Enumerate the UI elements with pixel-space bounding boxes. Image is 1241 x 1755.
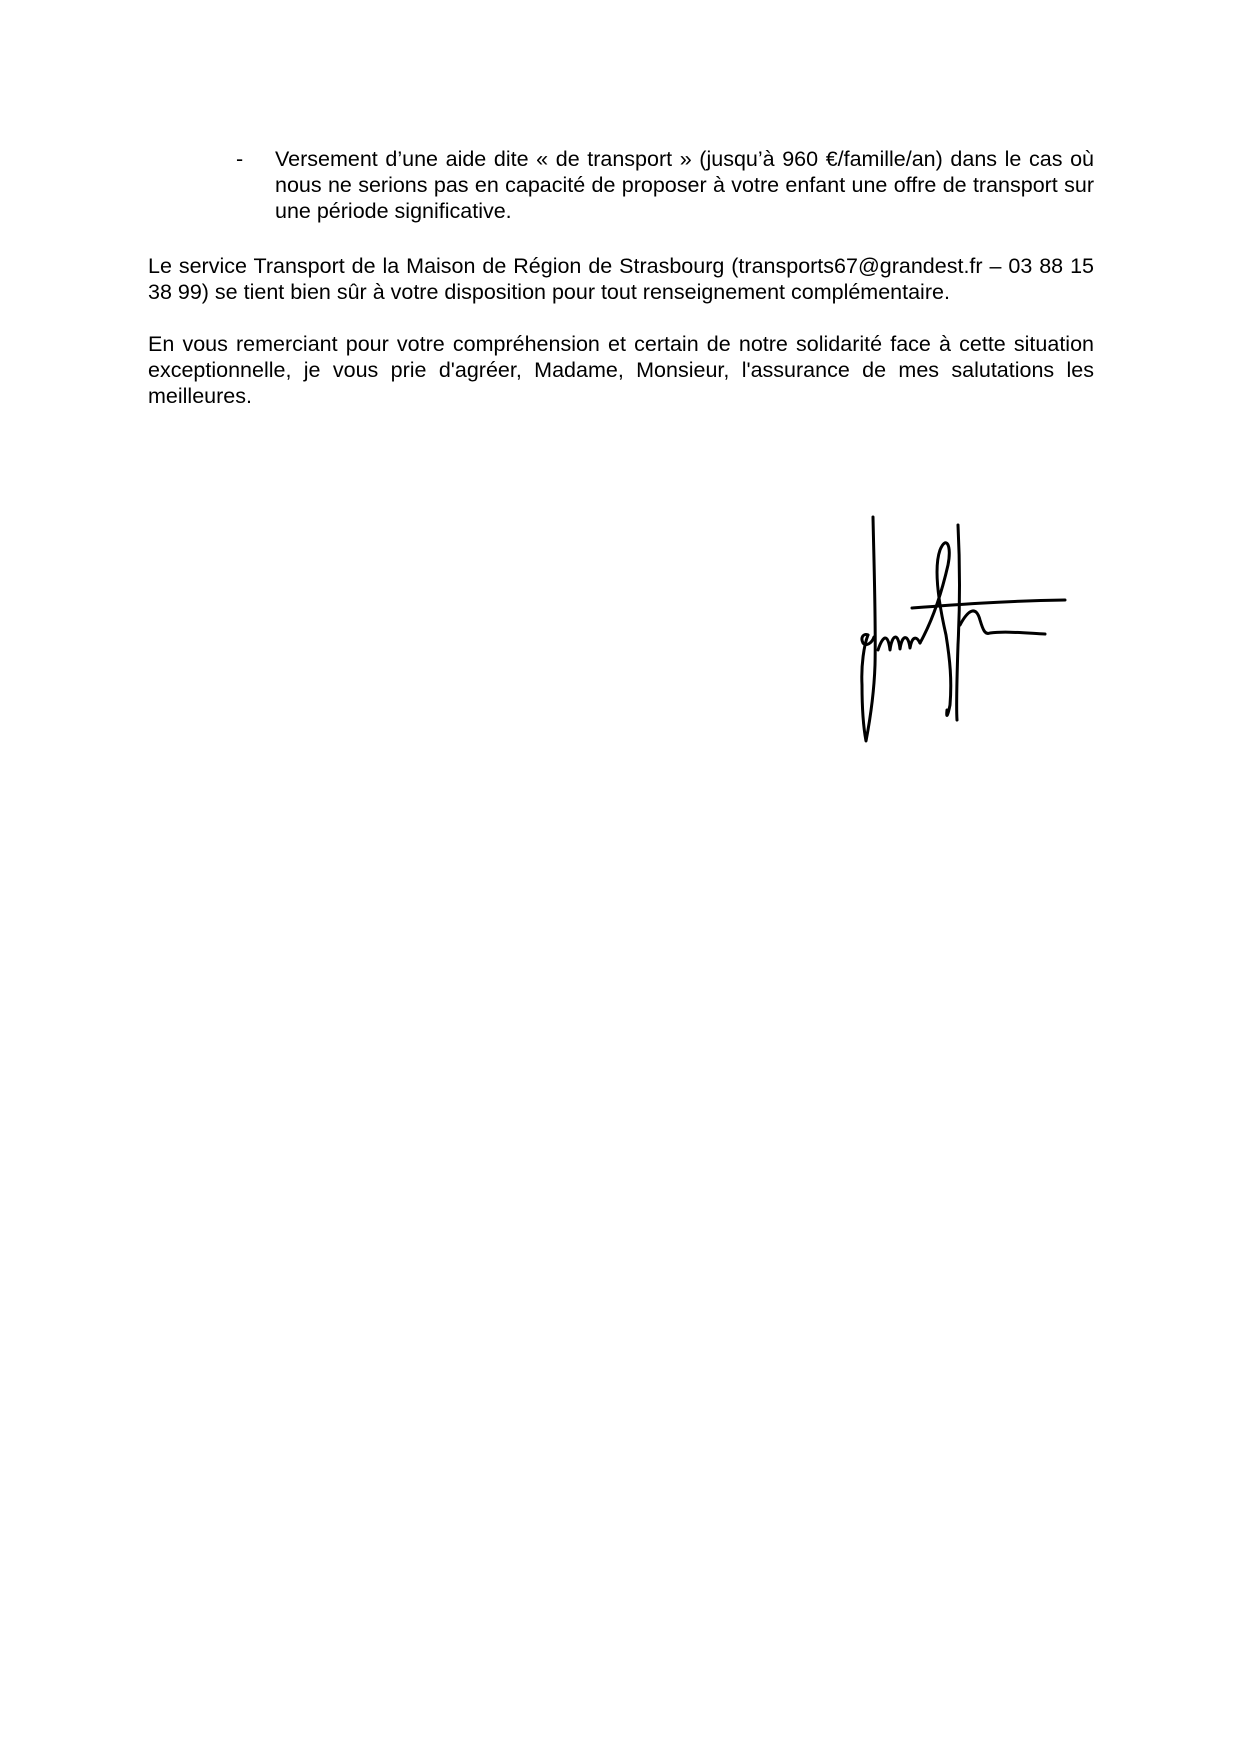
bullet-text: Versement d’une aide dite « de transport » (jusqu’à 960 €/famille/an) dans le cas où nous ne serions pas en capacité de proposer à votre enfant une offre de transport sur une période significative. bbox=[275, 147, 1094, 223]
contact-paragraph: Le service Transport de la Maison de Région de Strasbourg (transports67@grandest.fr – 03 88 15 38 99) se tient bien sûr à votre disposition pour tout renseignement complémentaire. bbox=[148, 254, 1094, 304]
bullet-marker: - bbox=[236, 147, 244, 171]
bullet-list-item bbox=[148, 146, 1094, 224]
signature-icon bbox=[850, 505, 1100, 750]
closing-paragraph: En vous remerciant pour votre compréhension et certain de notre solidarité face à cette situation exceptionnelle, je vous prie d'agréer, Madame, Monsieur, l'assurance de mes salutations les meilleures. bbox=[148, 332, 1094, 408]
